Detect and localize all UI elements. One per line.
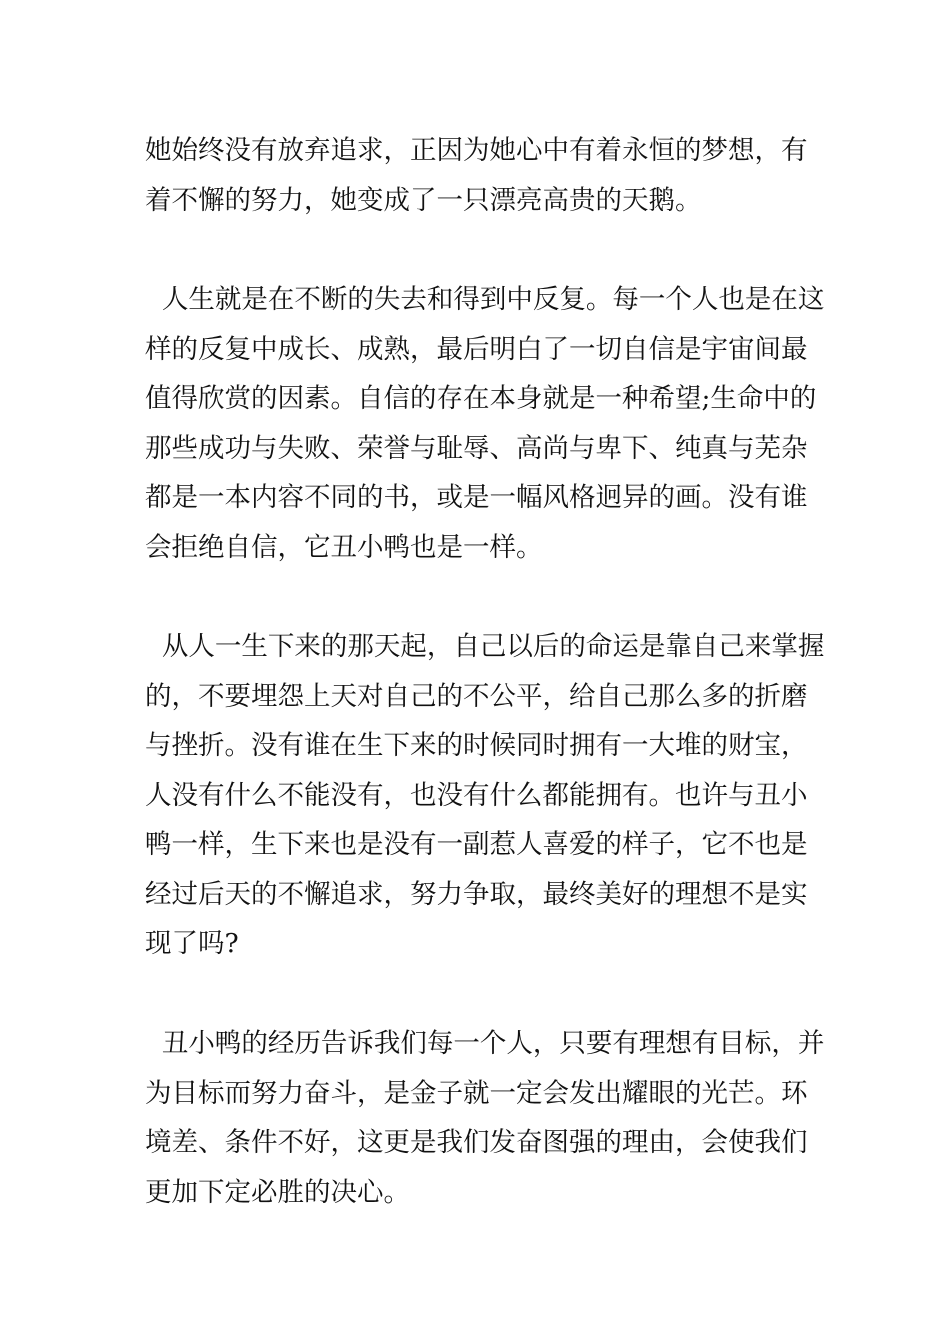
paragraph-line: 现了吗? (145, 928, 239, 959)
paragraph-3 (145, 622, 825, 969)
paragraph-line: 值得欣赏的因素。自信的存在本身就是一种希望;生命中的 (145, 383, 817, 414)
paragraph-line: 会拒绝自信，它丑小鸭也是一样。 (145, 531, 543, 563)
paragraph-line: 经过后天的不懈追求，努力争取，最终美好的理想不是实 (145, 878, 808, 910)
paragraph-line: 更加下定必胜的决心。 (145, 1176, 410, 1208)
paragraph-line: 从人一生下来的那天起，自己以后的命运是靠自己来掌握 (145, 631, 825, 662)
paragraph-line: 那些成功与失败、荣誉与耻辱、高尚与卑下、纯真与芜杂 (145, 432, 808, 464)
paragraph-1 (145, 126, 809, 225)
paragraph-line: 境差、条件不好，这更是我们发奋图强的理由，会使我们 (145, 1127, 808, 1158)
paragraph-line: 样的反复中成长、成熟，最后明白了一切自信是宇宙间最 (145, 333, 808, 365)
paragraph-line: 鸭一样，生下来也是没有一副惹人喜爱的样子，它不也是 (145, 829, 808, 860)
paragraph-2 (145, 275, 825, 572)
paragraph-line: 的，不要埋怨上天对自己的不公平，给自己那么多的折磨 (145, 680, 808, 712)
paragraph-line: 都是一本内容不同的书，或是一幅风格迥异的画。没有谁 (145, 482, 808, 513)
paragraph-line: 与挫折。没有谁在生下来的时候同时拥有一大堆的财宝， (145, 730, 808, 761)
paragraph-line: 人生就是在不断的失去和得到中反复。每一个人也是在这 (145, 284, 825, 315)
paragraph-4 (145, 1019, 825, 1217)
paragraph-line: 着不懈的努力，她变成了一只漂亮高贵的天鹅。 (145, 184, 702, 216)
paragraph-line: 为目标而努力奋斗，是金子就一定会发出耀眼的光芒。环 (145, 1077, 808, 1109)
paragraph-line: 人没有什么不能没有，也没有什么都能拥有。也许与丑小 (145, 779, 808, 811)
paragraph-line: 丑小鸭的经历告诉我们每一个人，只要有理想有目标，并 (145, 1028, 825, 1059)
paragraph-line: 她始终没有放弃追求，正因为她心中有着永恒的梦想，有 (145, 135, 808, 166)
